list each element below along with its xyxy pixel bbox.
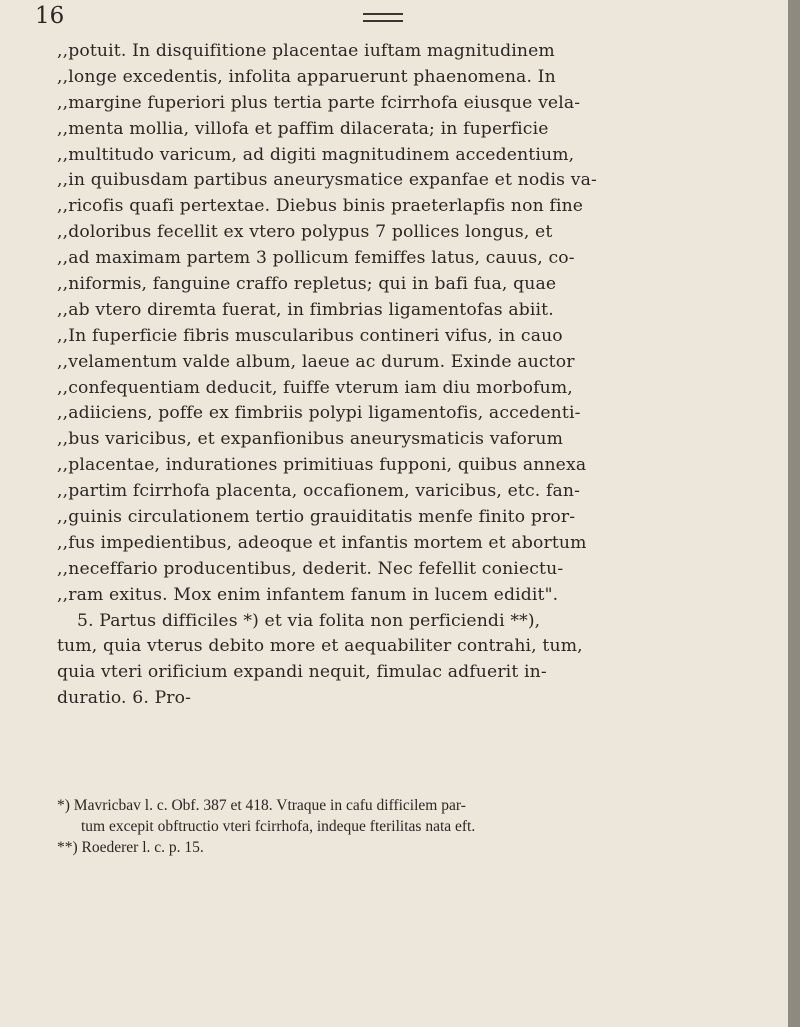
text-line: ,,in quibusdam partibus aneurysmatice expanfae et nodis va- [57, 170, 597, 191]
text-line: ,,multitudo varicum, ad digiti magnitudinem accedentium, [57, 144, 575, 165]
text-line: ,,ab vtero diremta fuerat, in fimbrias ligamentofas abiit. [57, 299, 554, 320]
page-edge [788, 0, 800, 1027]
text-line: ,,confequentiam deducit, fuiffe vterum iam diu morbofum, [57, 377, 573, 398]
text-line: ,,menta mollia, villofa et paffim dilacerata; in fuperficie [57, 118, 549, 139]
text-line: ,,fus impedientibus, adeoque et infantis mortem et abortum [57, 532, 587, 553]
text-line: ,,bus varicibus, et expanfionibus aneurysmaticis vaforum [57, 429, 564, 450]
text-line: ,,ram exitus. Mox enim infantem fanum in lucem edidit". [57, 584, 559, 605]
text-line: ,,In fuperficie fibris muscularibus contineri vifus, in cauo [57, 325, 563, 346]
footnotes [57, 795, 777, 858]
text-line: ,,potuit. In disquifitione placentae iuftam magnitudinem [57, 41, 555, 61]
text-line: 5. Partus difficiles *) et via folita non perficiendi **), [77, 610, 541, 631]
text-line: ,,longe excedentis, infolita apparuerunt phaenomena. In [57, 66, 556, 87]
text-line: ,,velamentum valde album, laeue ac durum. Exinde auctor [57, 351, 575, 372]
footnote-line: **) Roederer l. c. p. 15. [57, 839, 204, 856]
text-line: ,,adiiciens, poffe ex fimbriis polypi ligamentofis, accedenti- [57, 403, 581, 424]
text-line: ,,doloribus fecellit ex vtero polypus 7 pollices longus, et [57, 222, 553, 243]
text-line: tum, quia vterus debito more et aequabiliter contrahi, tum, [57, 636, 583, 657]
text-line: ,,ad maximam partem 3 pollicum femiffes latus, cauus, co- [57, 248, 575, 269]
text-line: ,,niformis, fanguine craffo repletus; qui in bafi fua, quae [57, 274, 557, 295]
header-rule [363, 13, 403, 22]
text-line: ,,ricofis quafi pertextae. Diebus binis praeterlapfis non fine [57, 196, 584, 217]
text-line: quia vteri orificium expandi nequit, fimulac adfuerit in- [57, 662, 547, 683]
text-line: duratio. 6. Pro- [57, 688, 192, 709]
text-line: ,,neceffario producentibus, dederit. Nec fefellit coniectu- [57, 558, 564, 579]
body-text [57, 39, 757, 712]
page-number: 16 [35, 3, 65, 29]
text-line: ,,guinis circulationem tertio grauiditatis menfe finito pror- [57, 507, 576, 528]
footnote-line: *) Mavricbav l. c. Obf. 387 et 418. Vtraque in cafu difficilem par- [57, 797, 466, 814]
footnote-line: tum excepit obftructio vteri fcirrhofa, indeque fterilitas nata eft. [81, 818, 476, 835]
text-line: ,,partim fcirrhofa placenta, occafionem, varicibus, etc. fan- [57, 481, 581, 502]
text-line: ,,margine fuperiori plus tertia parte fcirrhofa eiusque vela- [57, 92, 581, 113]
text-line: ,,placentae, indurationes primitiuas fupponi, quibus annexa [57, 455, 587, 476]
